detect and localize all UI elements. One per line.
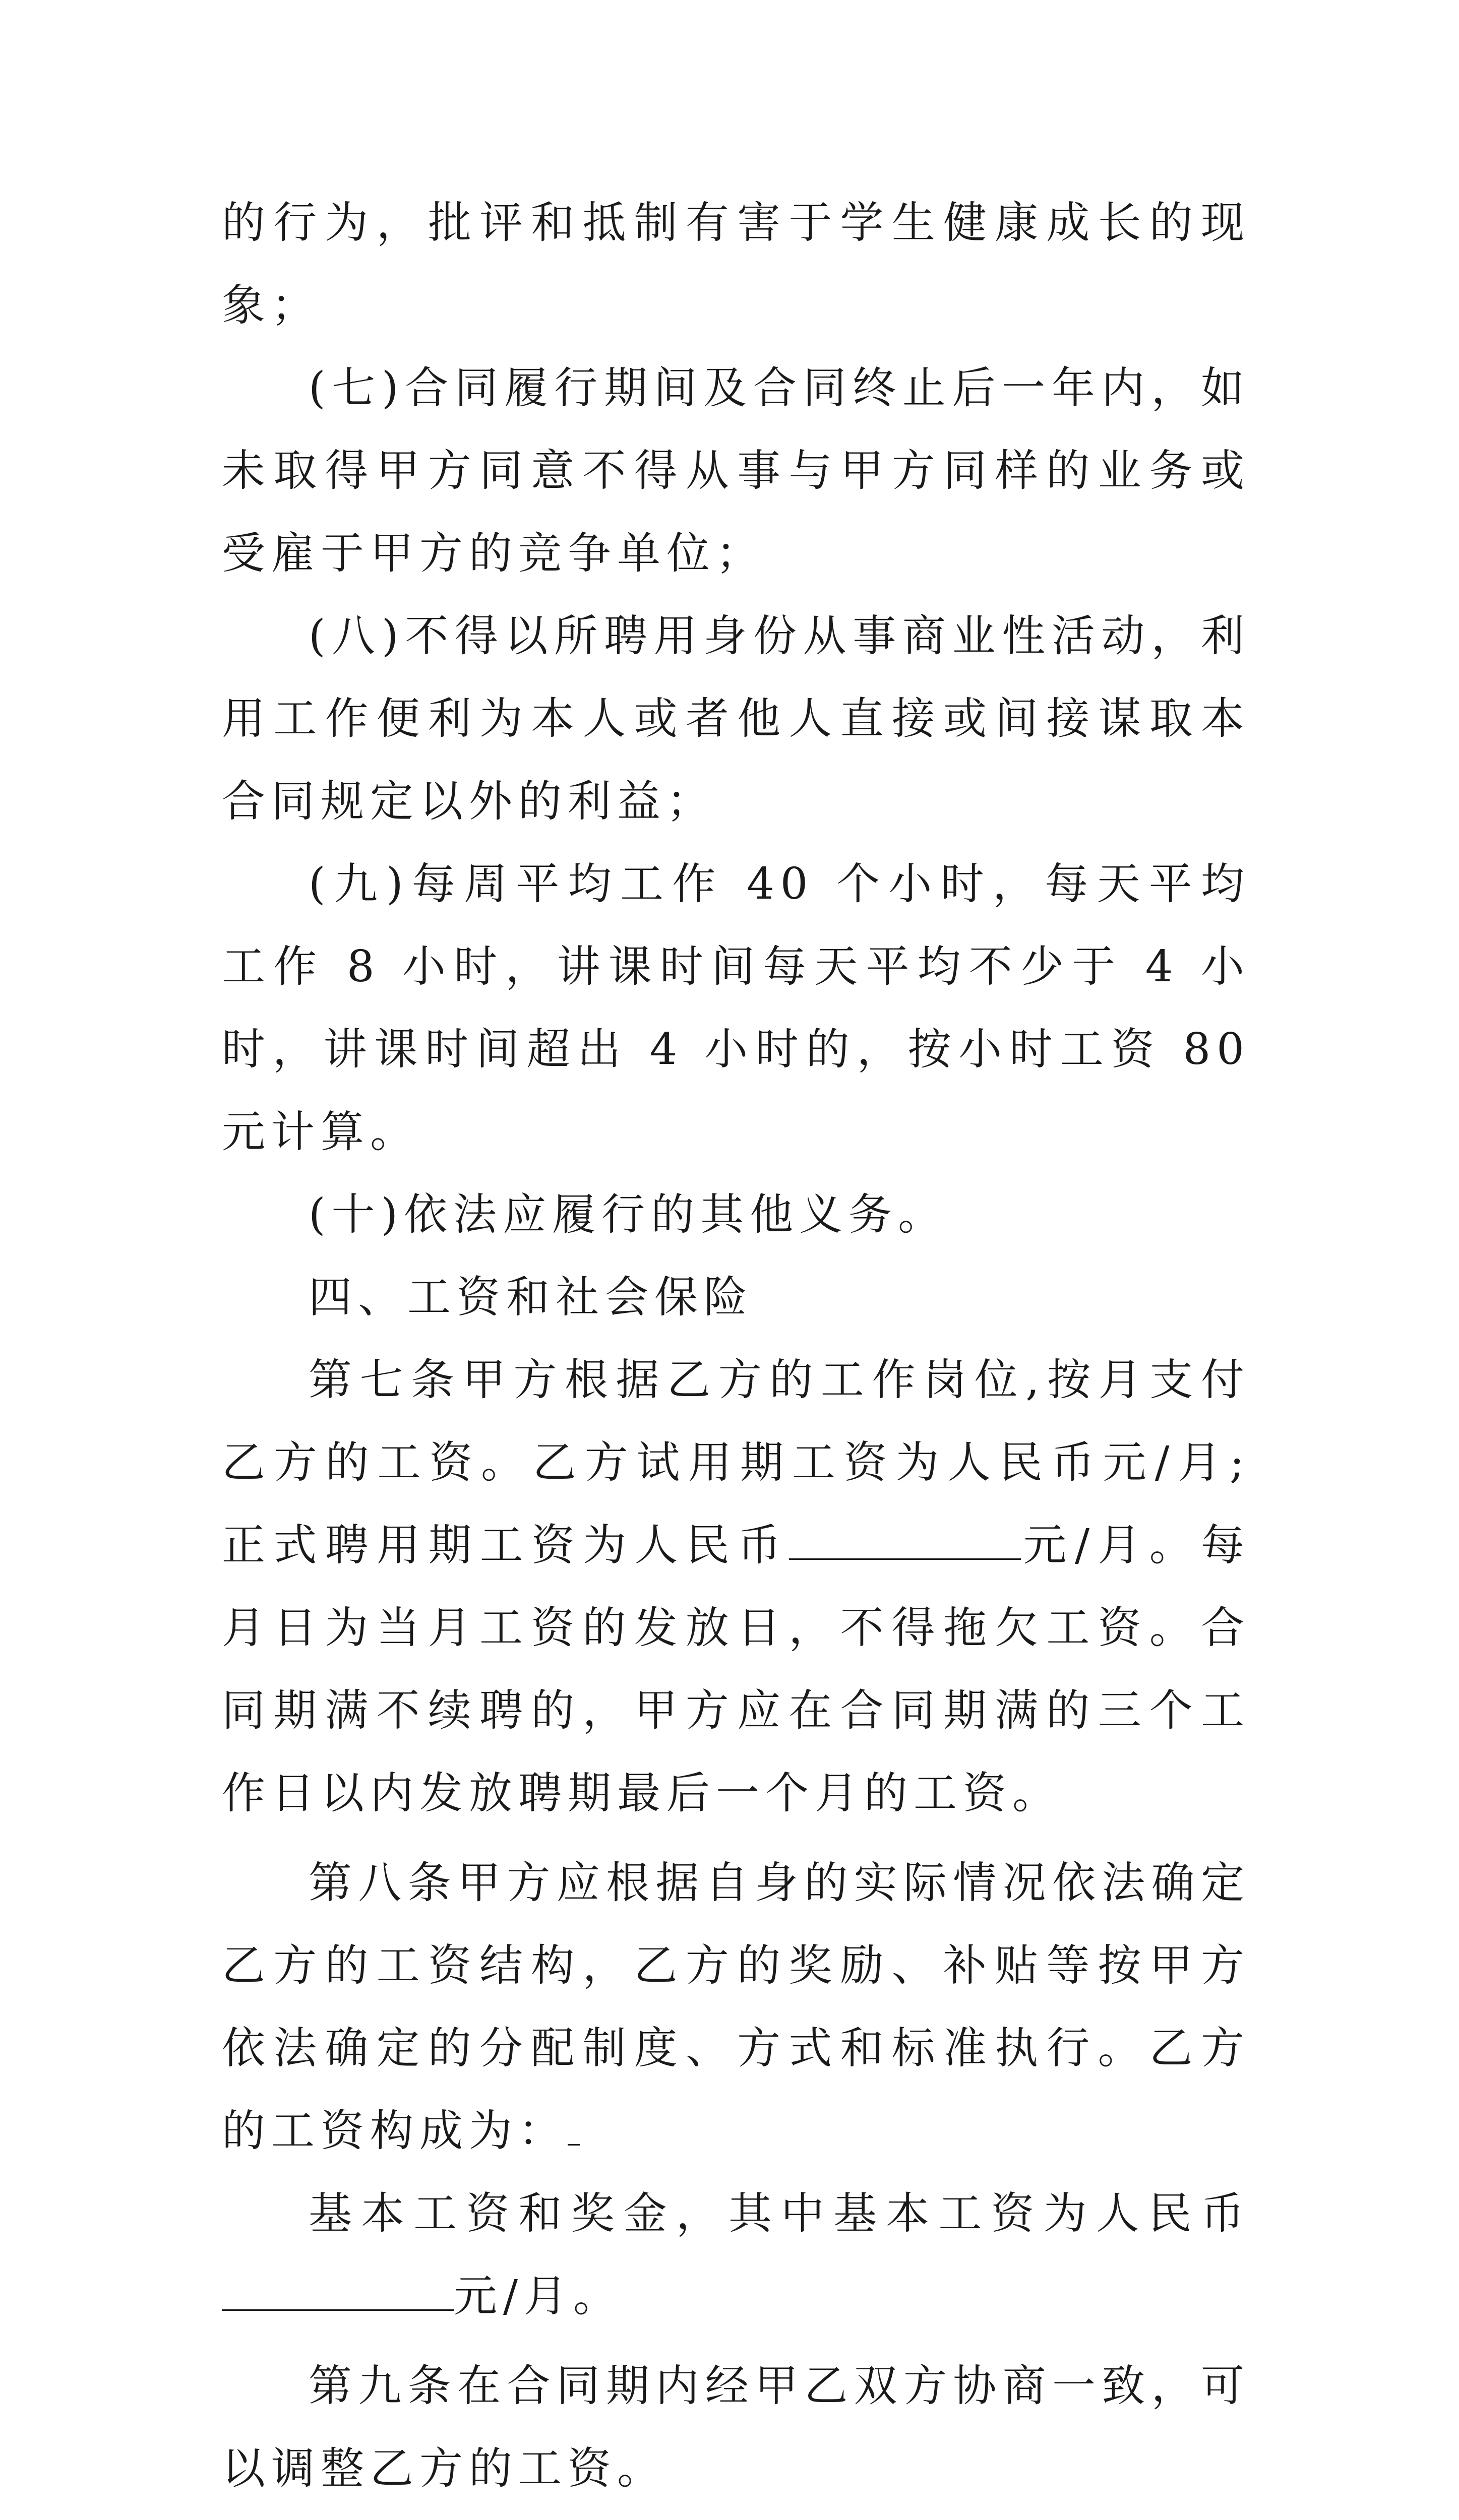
paragraph-clause-8: (八)不得以所聘用身份从事商业性活动，利用工作便利为本人或者他人直接或间接谋取本合同规定以外的利益； (222, 611, 1250, 827)
paragraph-article-8 (222, 1842, 1250, 2172)
document-body (222, 181, 1250, 2520)
paragraph-article-9: 第九条在合同期内经甲乙双方协商一致，可以调整乙方的工资。 (222, 2361, 1250, 2494)
base-salary-text-b: 元/月。 (454, 2271, 623, 2321)
paragraph-clause-7: (七)合同履行期间及合同终止后一年内，如未取得甲方同意不得从事与甲方同样的业务或受雇于甲方的竞争单位； (222, 363, 1250, 579)
article-7-text-a: 第七条甲方根据乙方的工作岗位,按月支付乙方的工资。乙方试用期工资为人民币元/月;正式聘用期工资为人民币 (222, 1355, 1250, 1570)
paragraph-article-10 (222, 2517, 1250, 2520)
article-7-text-b: 元/月。每月日为当月工资的发放日，不得拖欠工资。合同期满不续聘的，甲方应在合同期满的三个工作日以内发放聘期最后一个月的工资。 (222, 1520, 1250, 1818)
blank-salary-structure-field (568, 2109, 580, 2146)
blank-formal-salary-field (789, 1523, 1021, 1560)
paragraph-article-7 (222, 1339, 1250, 1835)
base-salary-text-a: 基本工资和奖金，其中基本工资为人民币 (309, 2188, 1250, 2239)
paragraph-conduct-continued: 的行为，批评和抵制有害于学生健康成长的现象； (222, 198, 1250, 331)
paragraph-base-salary (222, 2172, 1250, 2338)
blank-base-salary-field (222, 2274, 454, 2311)
article-8-text: 第八条甲方应根据自身的实际情况依法确定乙方的工资结构，乙方的奖励、补贴等按甲方依法确定的分配制度、方式和标准执行。乙方的工资构成为： (222, 1858, 1250, 2156)
paragraph-clause-10: (十)依法应履行的其他义务。 (309, 1189, 948, 1240)
paragraph-clause-9: (九)每周平均工作 40 个小时，每天平均工作 8 小时，讲课时间每天平均不少于 4 小时，讲课时间超出 4 小时的，按小时工资 80 元计算。 (222, 859, 1250, 1157)
section-heading-salary-insurance: 四、工资和社会保险 (309, 1272, 753, 1322)
